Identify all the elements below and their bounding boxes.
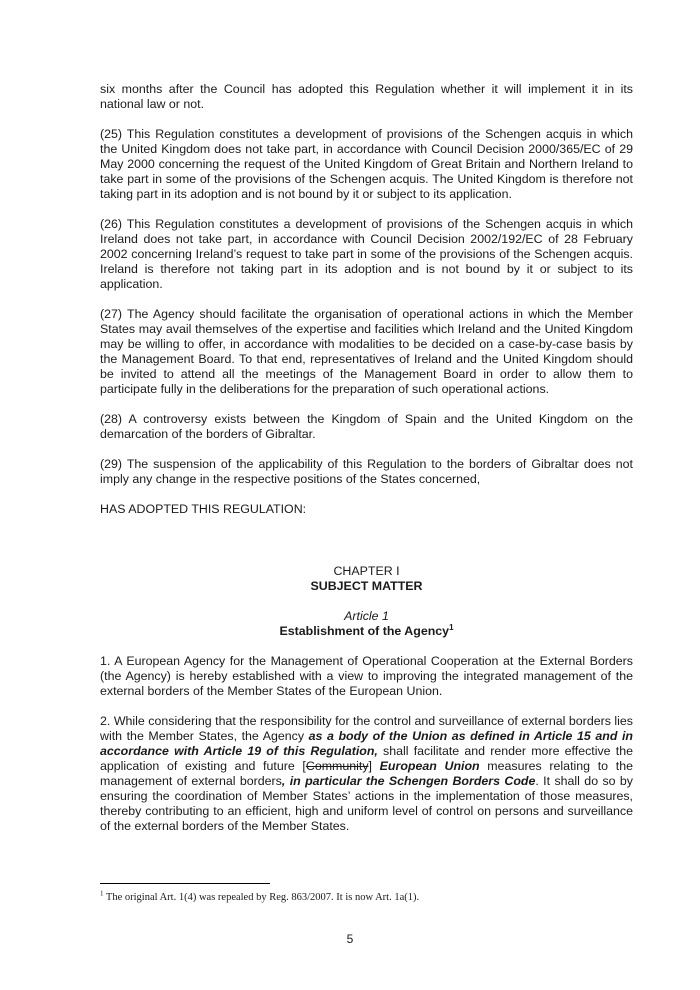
paragraph-intro: six months after the Council has adopted this Regulation whether it will implement it in its national law or not. — [100, 82, 633, 111]
para2-deleted-word: Community — [305, 759, 369, 773]
footnote-divider — [100, 883, 270, 884]
chapter-heading — [100, 564, 633, 594]
adoption-statement: HAS ADOPTED THIS REGULATION: — [100, 502, 307, 516]
para2-text-1: 2. While considering that the responsibility for the control and surveillance of external borders lies with the Member States, the Agency — [100, 714, 633, 743]
footnote-marker: 1 — [100, 889, 104, 898]
recital-29: (29) The suspension of the applicability of this Regulation to the borders of Gibraltar does not imply any change in the respective positions of the States concerned, — [100, 457, 633, 486]
recital-26: (26) This Regulation constitutes a development of provisions of the Schengen acquis in which Ireland does not take part, in accordance with Council Decision 2002/192/EC of 28 February 2002 concerning Ireland’s request to take part in some of the provisions of the Schengen acquis. Ireland is therefore not taking part in its adoption and is not bound by it or subject to its application. — [100, 217, 633, 291]
article-label: Article 1 — [344, 609, 389, 623]
para2-text-4: measures relating to the management of external borders — [100, 759, 633, 788]
footnote-text: The original Art. 1(4) was repealed by Reg. 863/2007. It is now Art. 1a(1). — [103, 892, 420, 903]
para2-amendment-2: European Union — [379, 759, 480, 773]
chapter-title: SUBJECT MATTER — [310, 579, 423, 593]
footnote — [100, 891, 633, 904]
footnote-reference[interactable]: 1 — [449, 622, 454, 632]
recital-28: (28) A controversy exists between the Kingdom of Spain and the United Kingdom on the demarcation of the borders of Gibraltar. — [100, 412, 633, 441]
article-title-text: Establishment of the Agency — [279, 624, 450, 638]
article-heading — [100, 609, 633, 639]
chapter-label: CHAPTER I — [333, 564, 400, 578]
para2-text-5: . It shall do so by ensuring the coordination of Member States’ actions in the implementation of those measures, thereby contributing to an efficient, high and uniform level of control on persons and surveillance of the external borders of the Member States. — [100, 774, 634, 833]
para2-text-3: ] — [368, 759, 380, 773]
article-1-paragraph-1: 1. A European Agency for the Management of Operational Cooperation at the External Borders (the Agency) is hereby established with a view to improving the integrated management of the external borders of the Member States of the European Union. — [100, 654, 633, 698]
recital-25: (25) This Regulation constitutes a development of provisions of the Schengen acquis in which the United Kingdom does not take part, in accordance with Council Decision 2000/365/EC of 29 May 2000 concerning the request of the United Kingdom of Great Britain and Northern Ireland to take part in some of the provisions of the Schengen acquis. The United Kingdom is therefore not taking part in its adoption and is not bound by it or subject to its application. — [100, 127, 633, 201]
para2-text-2: shall facilitate and render more effective the application of existing and future [ — [100, 744, 633, 773]
page-number: 5 — [346, 932, 354, 946]
body-text — [100, 82, 633, 849]
article-1-paragraph-2 — [100, 714, 633, 834]
para2-amendment-1: as a body of the Union as defined in Article 15 and in accordance with Article 19 of this Regulation, — [100, 729, 634, 758]
recital-27: (27) The Agency should facilitate the organisation of operational actions in which the Member States may avail themselves of the expertise and facilities which Ireland and the United Kingdom may be willing to offer, in accordance with modalities to be decided on a case-by-case basis by the Management Board. To that end, representatives of Ireland and the United Kingdom should be invited to attend all the meetings of the Management Board in order to allow them to participate fully in the deliberations for the preparation of such operational actions. — [100, 307, 633, 396]
para2-amendment-3: , in particular the Schengen Borders Code — [281, 774, 536, 788]
article-title — [100, 624, 633, 639]
